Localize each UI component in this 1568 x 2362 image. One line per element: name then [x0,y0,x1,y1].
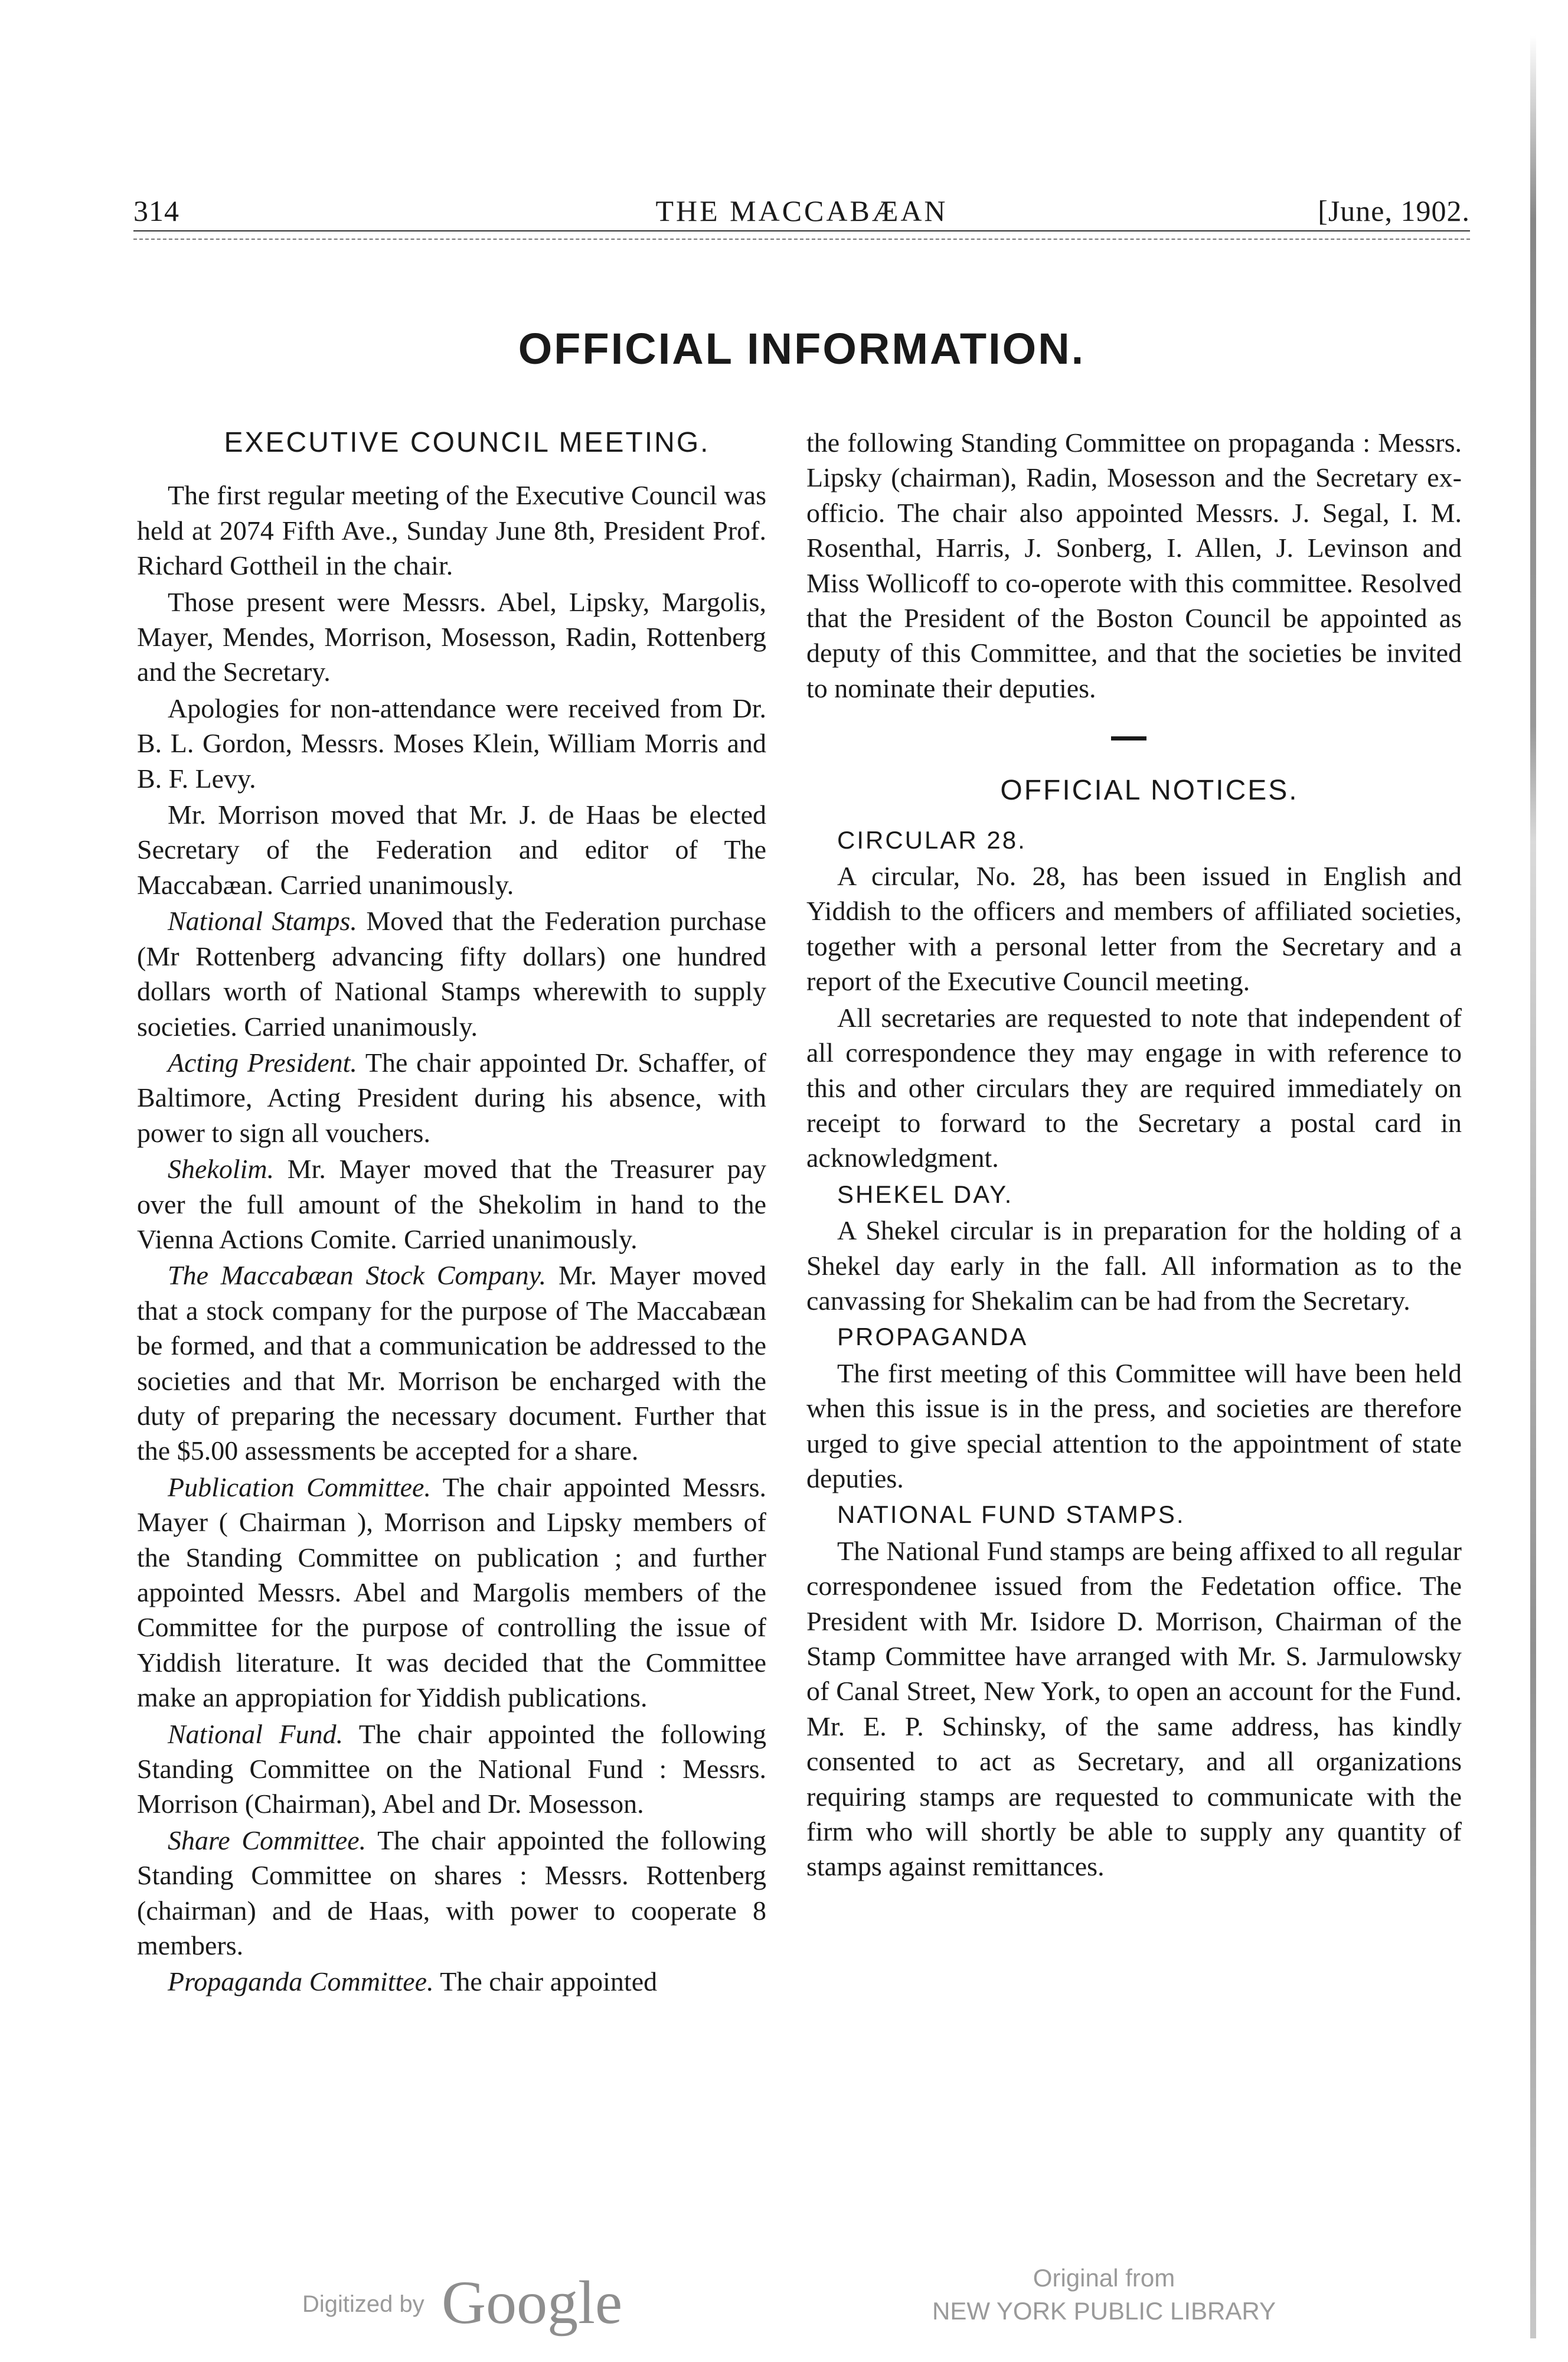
paragraph-lead: Share Committee. [168,1825,367,1855]
paragraph-lead: Shekolim. [168,1154,275,1185]
header-dashed-rule [133,239,1470,240]
notice-title: NATIONAL FUND STAMPS. [837,1500,1185,1529]
paragraph-lead: National Stamps. [168,906,357,937]
page-number: 314 [133,194,179,227]
header-rule [133,230,1470,231]
paragraph: All secretaries are requested to note that independent of all correspondence they may engage in with reference to this and other circulars they are required immediately on receipt to forward to the Secretary a postal card in acknowledgment. [806,1002,1462,1173]
paragraph: The Maccabæan Stock Company. Mr. Mayer moved that a stock company for the purpose of The Maccabæan be formed, and that a communication be addressed to the societies and that Mr. Morrison be encharged with the duty of preparing the necessary document. Further that the $5.00 assessments be accepted for a share. [137,1260,767,1466]
journal-title: THE MACCABÆAN [655,194,948,227]
paragraph: Those present were Messrs. Abel, Lipsky, Margolis, Mayer, Mendes, Morrison, Mosesson, Radin, Rottenberg and the Secretary. [137,586,766,687]
issue-date: [June, 1902. [1318,194,1470,227]
paragraph-lead: The Maccabæan Stock Company. [168,1260,547,1291]
scan-footer [0,2262,1568,2350]
running-head [133,189,1470,233]
paragraph: Acting President. The chair appointed Dr. Schaffer, of Baltimore, Acting President during his absence, with power to sign all vouchers. [137,1047,766,1148]
paragraph-lead: National Fund. [168,1718,344,1749]
notice-title: PROPAGANDA [837,1323,1028,1351]
paragraph: Publication Committee. The chair appointed Messrs. Mayer ( Chairman ), Morrison and Lipsky members of the Standing Committee on publication ; and further appointed Messrs. Abel and Margolis members of the Committee for the purpose of controlling the issue of Yiddish literature. It was decided that the Committee make an appropiation for Yiddish publications. [137,1472,767,1713]
paragraph: A circular, No. 28, has been issued in English and Yiddish to the officers and members of affiliated societies, together with a personal letter from the Secretary and a report of the Executive Council meeting. [806,861,1462,997]
paragraph: National Fund. The chair appointed the following Standing Committee on the National Fund : Messrs. Morrison (Chairman), Abel and Dr. Mosesson. [137,1718,766,1819]
right-section-heading: OFFICIAL NOTICES. [1000,775,1299,807]
page-edge-shadow [1530,35,1536,2338]
paragraph: A Shekel circular is in preparation for the holding of a Shekel day early in the fall. All information as to the canvassing for Shekalim can be had from the Secretary. [806,1215,1462,1316]
continued-paragraph: the following Standing Committee on propaganda : Messrs. Lipsky (chairman), Radin, Mosesson and the Secretary ex-officio. The chair also appointed Messrs. J. Segal, I. M. Rosenthal, Harris, J. Sonberg, I. Allen, J. Levinson and Miss Wollicoff to co-operote with this committee. Resolved that the President of the Boston Council be appointed as deputy of this Committee, and that the societies be invited to nominate their deputies. [806,428,1462,703]
paragraph-lead: Propaganda Committee. [168,1966,434,1997]
right-column [806,425,1462,1884]
left-column [137,425,766,1999]
paragraph: Shekolim. Mr. Mayer moved that the Treasurer pay over the full amount of the Shekolim in hand to the Vienna Actions Comite. Carried unanimously. [137,1154,766,1254]
paragraph: Propaganda Committee. The chair appointed [168,1966,658,1997]
paragraph-lead: Acting President. [168,1047,357,1078]
paragraph: The first meeting of this Committee will have been held when this issue is in the press, and societies are therefore urged to give special attention to the appointment of state deputies. [806,1358,1462,1493]
page-title: OFFICIAL INFORMATION. [518,324,1086,373]
paragraph-lead: Publication Committee. [168,1472,431,1502]
notice-title: CIRCULAR 28. [837,826,1027,854]
paragraph: The first regular meeting of the Executive Council was held at 2074 Fifth Ave., Sunday June 8th, President Prof. Richard Gottheil in the chair. [137,480,766,581]
left-section-heading: EXECUTIVE COUNCIL MEETING. [224,427,710,458]
paragraph: Share Committee. The chair appointed the following Standing Committee on shares : Messrs. Rottenberg (chairman) and de Haas, with power to cooperate 8 members. [137,1825,766,1961]
section-divider [806,706,1462,771]
google-logo: Google [442,2269,623,2337]
paragraph: The National Fund stamps are being affixed to all regular correspondenee issued from the Fedetation office. The President with Mr. Isidore D. Morrison, Chairman of the Stamp Committee have arranged with Mr. S. Jarmulowsky of Canal Street, New York, to open an account for the Fund. Mr. E. P. Schinsky, of the same address, has kindly consented to act as Secretary, and all organizations requiring stamps are requested to communicate with the firm who will shortly be able to supply any quantity of stamps against remittances. [806,1535,1462,1882]
paragraph: Mr. Morrison moved that Mr. J. de Haas be elected Secretary of the Federation and editor of The Maccabæan. Carried unanimously. [137,800,766,900]
digitized-by-label: Digitized by [302,2291,424,2317]
paragraph: National Stamps. Moved that the Federation purchase (Mr Rottenberg advancing fifty dollars) one hundred dollars worth of National Stamps wherewith to supply societies. Carried unanimously. [137,906,766,1042]
notice-title: SHEKEL DAY. [837,1180,1014,1208]
paragraph: Apologies for non-attendance were received from Dr. B. L. Gordon, Messrs. Moses Klein, William Morris and B. F. Levy. [137,693,766,794]
original-from-label: Original from NEW YORK PUBLIC LIBRARY [932,2264,1276,2325]
